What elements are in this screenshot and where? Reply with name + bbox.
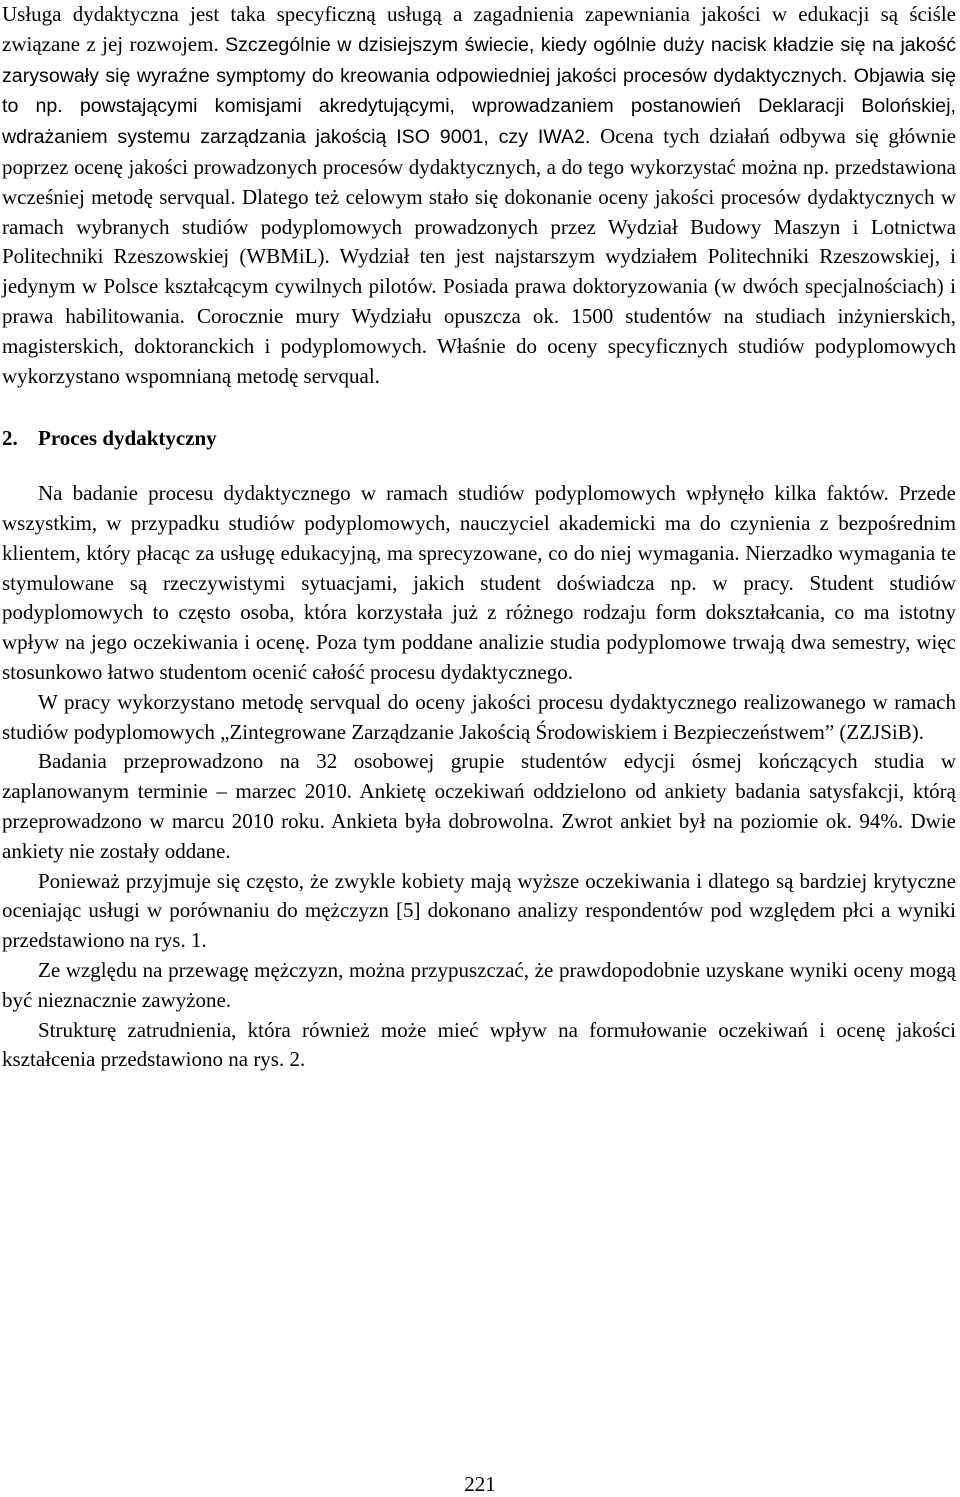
- paragraph: Na badanie procesu dydaktycznego w ramach studiów podyplomowych wpłynęło kilka faktów. Przede wszystkim, w przypadku studiów podyplomowych, nauczyciel akademicki ma do czynienia z bezpośrednim klientem, który płacąc za usługę edukacyjną, ma sprecyzowane, co do niej wymagania. Nierzadko wymagania te stymulowane są rzeczywistymi sytuacjami, jakich student doświadcza np. w pracy. Student studiów podyplomowych to często osoba, która korzystała już z różnego rodzaju form dokształcania, co ma istotny wpływ na jego oczekiwania i ocenę. Poza tym poddane analizie studia podyplomowe trwają dwa semestry, więc stosunkowo łatwo studentom ocenić całość procesu dydaktycznego.: [2, 481, 956, 684]
- section-heading: [2, 424, 956, 454]
- intro-text-3: Ocena tych działań odbywa się głównie poprzez ocenę jakości prowadzonych procesów dydaktycznych, a do tego wykorzystać można np. przedstawiona wcześniej metodę servqual. Dlatego też celowym stało się dokonanie oceny jakości procesów dydaktycznych w ramach wybranych studiów podyplomowych prowadzonych przez Wydział Budowy Maszyn i Lotnictwa Politechniki Rzeszowskiej (WBMiL). Wydział ten jest najstarszym wydziałem Politechniki Rzeszowskiej, i jedynym w Polsce kształcącym cywilnych pilotów. Posiada prawa doktoryzowania (w dwóch specjalnościach) i prawa habilitowania. Corocznie mury Wydziału opuszcza ok. 1500 studentów na studiach inżynierskich, magisterskich, doktoranckich i podyplomowych. Właśnie do oceny specyficznych studiów podyplomowych wykorzystano wspomnianą metodę servqual.: [2, 124, 956, 388]
- paragraph: Badania przeprowadzono na 32 osobowej grupie studentów edycji ósmej kończących studia w zaplanowanym terminie – marzec 2010. Ankietę oczekiwań oddzielono od ankiety badania satysfakcji, którą przeprowadzono w marcu 2010 roku. Ankieta była dobrowolna. Zwrot ankiet był na poziomie ok. 94%. Dwie ankiety nie zostały oddane.: [2, 749, 956, 863]
- intro-paragraph: [2, 0, 956, 391]
- paragraph: Ponieważ przyjmuje się często, że zwykle kobiety mają wyższe oczekiwania i dlatego są bardziej krytyczne oceniając usługi w porównaniu do mężczyzn [5] dokonano analizy respondentów pod względem płci a wyniki przedstawiono na rys. 1.: [2, 868, 956, 953]
- section-number: 2.: [2, 426, 18, 451]
- page-number: 221: [464, 1472, 496, 1496]
- intro-text-1: Usługa dydaktyczna jest taka specyficzną usługą a zagadnienia zapewniania jakości w edukacji są ściśle związane z jej rozwojem.: [2, 2, 956, 56]
- paragraph: Ze względu na przewagę mężczyzn, można przypuszczać, że prawdopodobnie uzyskane wyniki oceny mogą być nieznacznie zawyżone.: [2, 957, 956, 1012]
- paragraph: Strukturę zatrudnienia, która również może mieć wpływ na formułowanie oczekiwań i ocenę jakości kształcenia przedstawiono na rys. 2.: [2, 1017, 956, 1072]
- section-title: Proces dydaktyczny: [38, 426, 217, 451]
- paragraph: W pracy wykorzystano metodę servqual do oceny jakości procesu dydaktycznego realizowanego w ramach studiów podyplomowych „Zintegrowane Zarządzanie Jakością Środowiskiem i Bezpieczeństwem” (ZZJSiB).: [2, 689, 956, 744]
- intro-text-2: Szczególnie w dzisiejszym świecie, kiedy ogólnie duży nacisk kładzie się na jakość zarysowały się wyraźne symptomy do kreowania odpowiedniej jakości procesów dydaktycznych. Objawia się to np. powstającymi komisjami akredytującymi, wprowadzaniem postanowień Deklaracji Bolońskiej, wdrażaniem systemu zarządzania jakością ISO 9001, czy IWA2.: [2, 33, 956, 149]
